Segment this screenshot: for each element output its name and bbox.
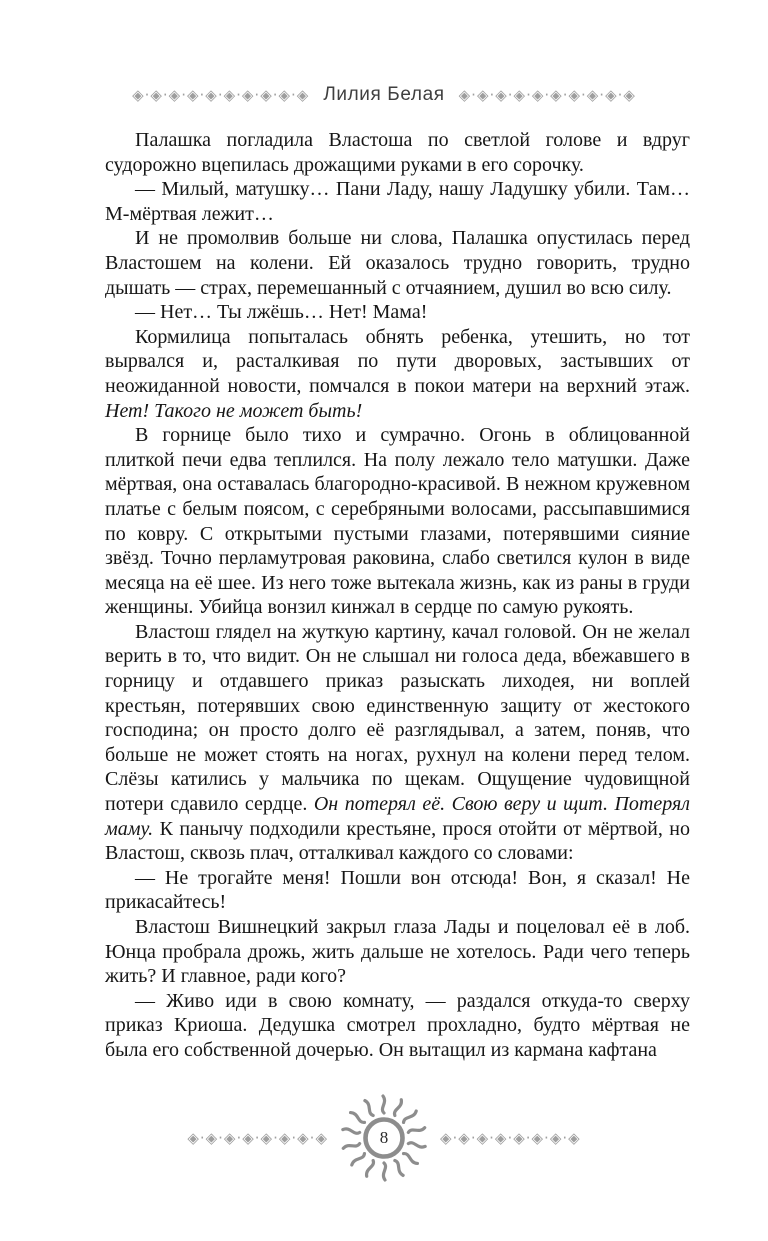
paragraph xyxy=(105,989,690,1063)
body-text xyxy=(105,128,690,1063)
text-segment: — Живо иди в свою комнату, — раздался откуда-то сверху приказ Криоша. Дедушка смотрел прохладно, будто мёртвая не была его собственной дочерью. Он вытащил из кармана кафтана xyxy=(105,989,690,1061)
text-segment: Властош глядел на жуткую картину, качал головой. Он не желал верить в то, что видит. Он не слышал ни голоса деда, вбежавшего в горницу и отдавшего приказ разыскать лиходея, ни воплей крестьян, потерявших свою единственную защиту от жестокого господина; он просто долго её разглядывал, а затем, поняв, что больше не может стоять на ногах, рухнул на колени перед телом. Слёзы катились у мальчика по щекам. Ощущение чудовищной потери сдавило сердце. xyxy=(105,620,690,816)
text-segment: — Милый, матушку… Пани Ладу, нашу Ладушку убили. Там… М-мёртвая лежит… xyxy=(105,178,690,225)
paragraph xyxy=(105,177,690,226)
text-segment: Палашка погладила Властоша по светлой голове и вдруг судорожно вцепилась дрожащими руками в его сорочку. xyxy=(105,129,690,176)
paragraph xyxy=(105,226,690,300)
page-number: 8 xyxy=(379,1128,389,1147)
text-segment: Кормилица попыталась обнять ребенка, утешить, но тот вырвался и, расталкивая по пути дворовых, застывших от неожиданной новости, помчался в покои матери на верхний этаж. xyxy=(105,325,690,397)
paragraph xyxy=(105,128,690,177)
paragraph xyxy=(105,915,690,989)
text-segment: В горнице было тихо и сумрачно. Огонь в облицованной плиткой печи едва теплился. На полу лежало тело матушки. Даже мёртвая, она оставалась благородно-красивой. В нежном кружевном платье с белым поясом, с серебряными волосами, рассыпавшимися по ковру. С открытыми пустыми глазами, потерявшими сияние звёзд. Точно перламутровая раковина, слабо светился кулон в виде месяца на её шее. Из него тоже вытекала жизнь, как из раны в груди женщины. Убийца вонзил кинжал в сердце по самую рукоять. xyxy=(105,424,690,619)
sun-page-number-ornament xyxy=(338,1092,430,1184)
paragraph xyxy=(105,325,690,423)
text-segment: — Нет… Ты лжёшь… Нет! Мама! xyxy=(135,301,428,324)
paragraph xyxy=(105,300,690,325)
header-ornament-left-icon: ◈·◈·◈·◈·◈·◈·◈·◈·◈·◈ xyxy=(132,85,310,104)
author-name: Лилия Белая xyxy=(323,84,445,105)
running-header xyxy=(0,84,768,106)
italic-text-segment: Он потерял её. Свою веру и щит. Потерял маму. xyxy=(105,793,690,840)
page-footer xyxy=(0,1092,768,1184)
footer-ornament-right-icon: ◈·◈·◈·◈·◈·◈·◈·◈ xyxy=(440,1128,581,1147)
italic-text-segment: Нет! Такого не может быть! xyxy=(105,399,363,422)
text-segment: И не промолвив больше ни слова, Палашка опустилась перед Властошем на колени. Ей оказалось трудно говорить, трудно дышать — страх, перемешанный с отчаянием, душил во всю силу. xyxy=(105,227,690,299)
paragraph xyxy=(105,423,690,620)
paragraph xyxy=(105,866,690,915)
footer-ornament-left-icon: ◈·◈·◈·◈·◈·◈·◈·◈ xyxy=(187,1128,328,1147)
header-ornament-right-icon: ◈·◈·◈·◈·◈·◈·◈·◈·◈·◈ xyxy=(458,85,636,104)
paragraph xyxy=(105,620,690,866)
sun-icon xyxy=(338,1092,430,1184)
text-segment: К панычу подходили крестьяне, прося отойти от мёртвой, но Властош, сквозь плач, отталкивал каждого со словами: xyxy=(105,817,690,865)
text-segment: Властош Вишнецкий закрыл глаза Лады и поцеловал её в лоб. Юнца пробрала дрожь, жить дальше не хотелось. Ради чего теперь жить? И главное, ради кого? xyxy=(105,916,690,988)
text-segment: — Не трогайте меня! Пошли вон отсюда! Вон, я сказал! Не прикасайтесь! xyxy=(105,866,690,914)
